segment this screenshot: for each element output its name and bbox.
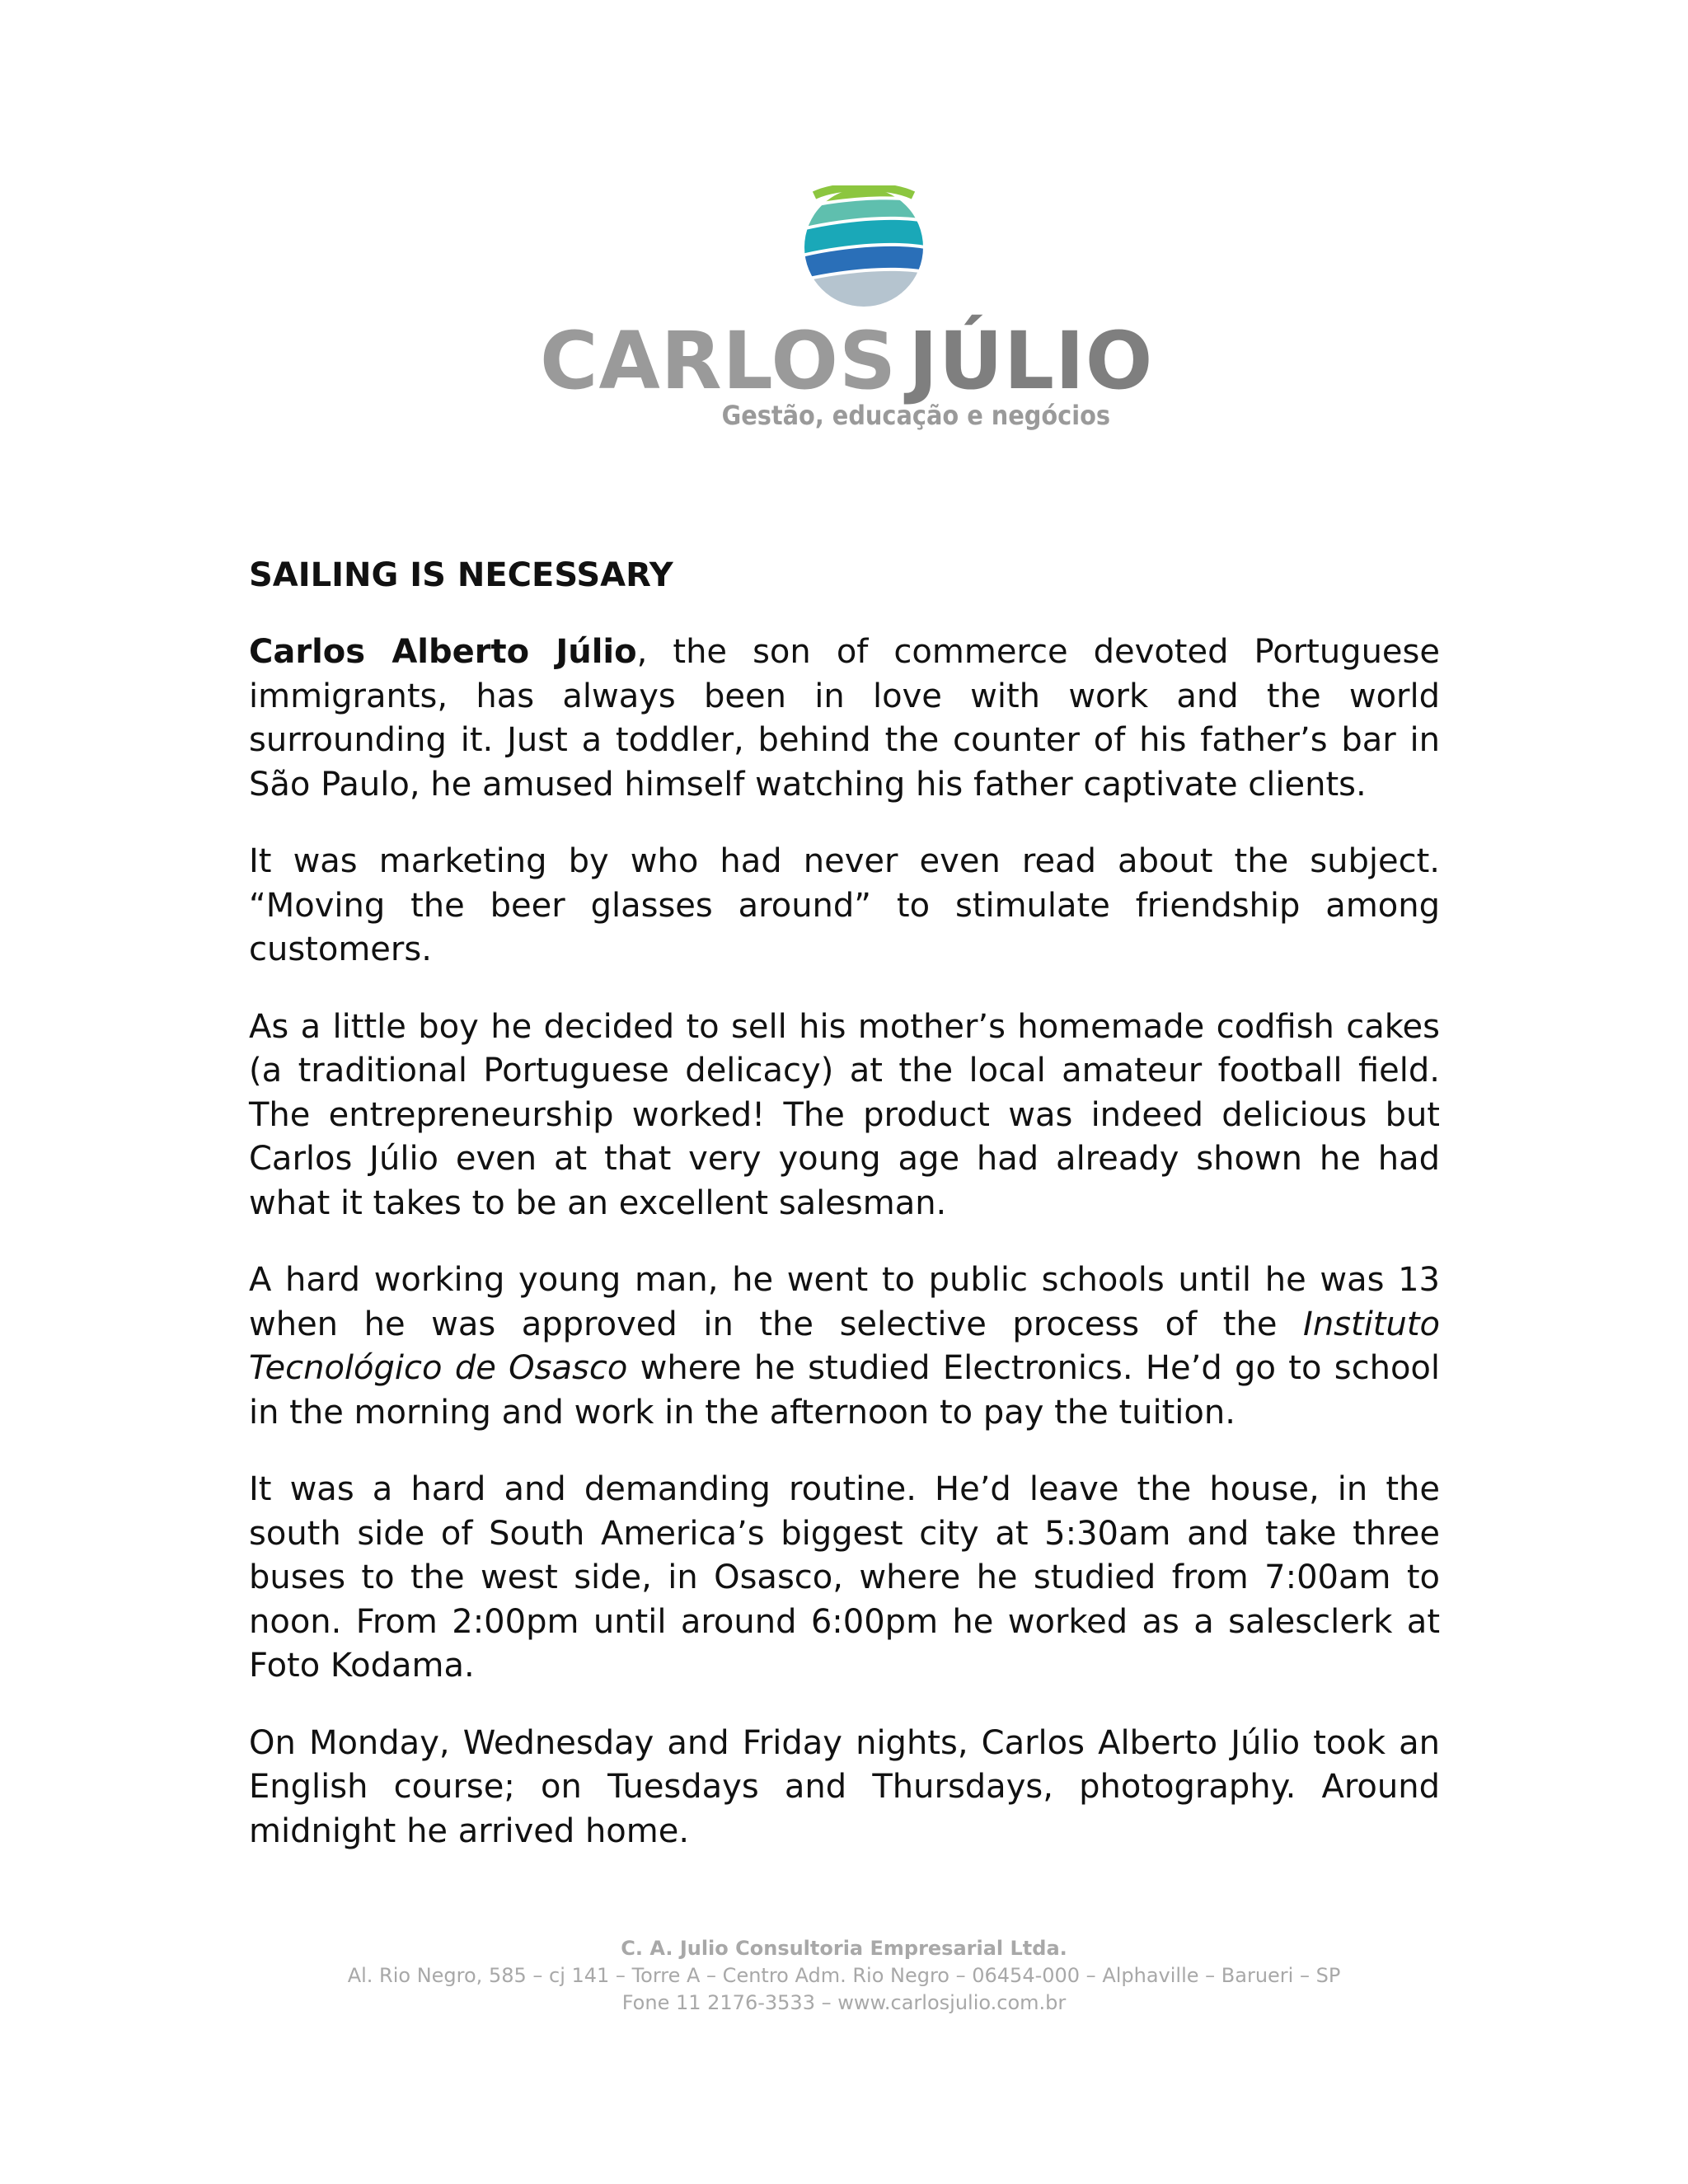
paragraph-1-text: , the son of commerce devoted Portuguese immigrants, has always been in love with work and the world surrounding it. Just a toddler, behind the counter of his father’s bar in São Paulo, he amused himself watching his father captivate clients. bbox=[249, 633, 1440, 804]
logo-name-first: CARLOS bbox=[540, 315, 898, 407]
paragraph-4 bbox=[249, 1258, 1440, 1435]
footer-company: C. A. Julio Consultoria Empresarial Ltda. bbox=[621, 1937, 1067, 1960]
paragraph-3: As a little boy he decided to sell his mother’s homemade codfish cakes (a traditional Portuguese delicacy) at the local amateur football field. The entrepreneurship worked! The product was indeed delicious but Carlos Júlio even at that very young age had already shown he had what it takes to be an excellent salesman. bbox=[249, 1007, 1440, 1222]
paragraph-2: It was marketing by who had never even read about the subject. “Moving the beer glasses around” to stimulate friendship among customers. bbox=[249, 842, 1440, 968]
logo-wordmark bbox=[540, 315, 1154, 407]
paragraph-4-text-a: A hard working young man, he went to public schools until he was 13 when he was approved in the selective process of the bbox=[249, 1261, 1440, 1343]
paragraph-6: On Monday, Wednesday and Friday nights, Carlos Alberto Júlio took an English course; on Tuesdays and Thursdays, photography. Around midnight he arrived home. bbox=[249, 1723, 1440, 1850]
institute-name: Instituto Tecnológico de Osasco bbox=[249, 1305, 1440, 1387]
logo-tagline: Gestão, educação e negócios bbox=[721, 400, 1110, 431]
paragraph-5: It was a hard and demanding routine. He’d leave the house, in the south side of South America’s biggest city at 5:30am and take three buses to the west side, in Osasco, where he studied from 7:00am to noon. From 2:00pm until around 6:00pm he worked as a salesclerk at Foto Kodama. bbox=[249, 1470, 1440, 1685]
document-body bbox=[249, 554, 1440, 1886]
logo-name-second: JÚLIO bbox=[908, 315, 1154, 407]
globe-logo-icon bbox=[798, 185, 930, 309]
person-name: Carlos Alberto Júlio bbox=[249, 633, 637, 671]
paragraph-4-text-b: where he studied Electronics. He’d go to school in the morning and work in the afternoon to pay the tuition. bbox=[249, 1349, 1440, 1432]
page-footer bbox=[0, 1935, 1688, 2017]
paragraph-1 bbox=[249, 630, 1440, 807]
footer-contact: Fone 11 2176-3533 – www.carlosjulio.com.br bbox=[621, 1991, 1067, 2014]
company-logo bbox=[540, 185, 1154, 433]
footer-address: Al. Rio Negro, 585 – cj 141 – Torre A – Centro Adm. Rio Negro – 06454-000 – Alphaville – Barueri – SP bbox=[347, 1964, 1341, 1987]
document-title: SAILING IS NECESSARY bbox=[249, 556, 673, 594]
